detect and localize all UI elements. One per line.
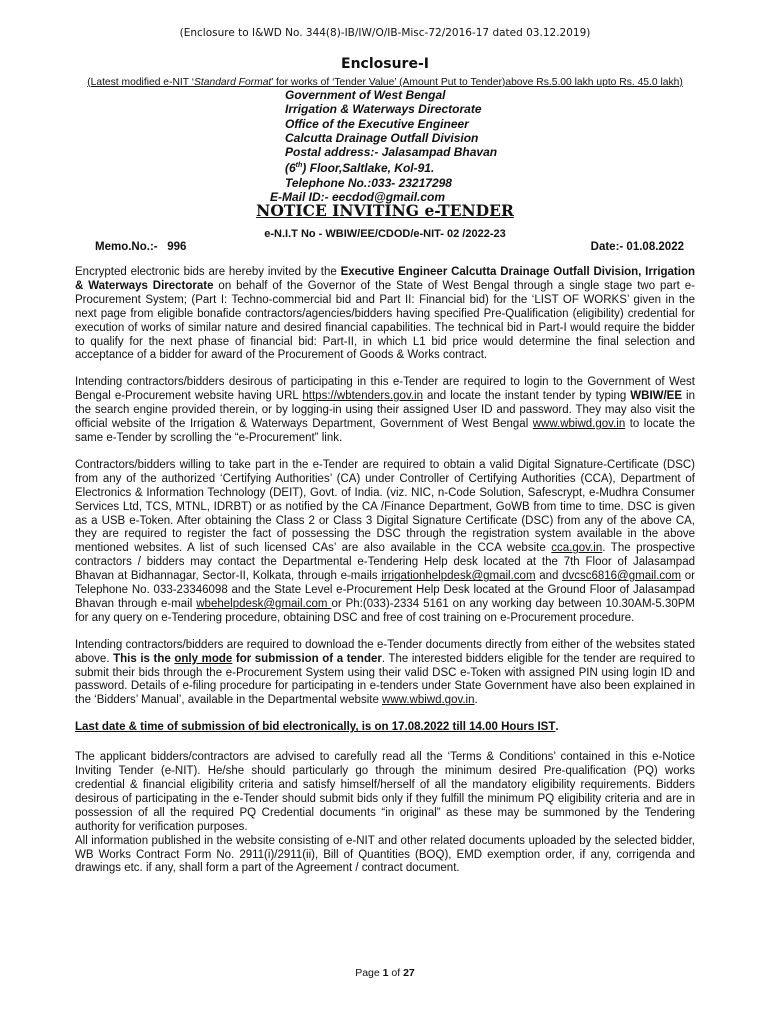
subtitle-italic: Standard Format (194, 77, 272, 88)
floor-sup: th (295, 162, 303, 170)
wbiwd-link-2[interactable]: www.wbiwd.gov.in (382, 694, 475, 707)
office-line-directorate: Irrigation & Waterways Directorate (285, 102, 482, 117)
para1-text-a: Encrypted electronic bids are hereby invited by the (75, 266, 341, 278)
para3-text-e: or Ph:(033)-2334 5161 on any working day between 10.30AM-5.30PM for any query on e-Tendering procedure, obtaining DSC and free of cost training on e-Procurement procedure. (75, 597, 696, 624)
nit-label: e-N.I.T No - (264, 228, 326, 240)
page-total: 27 (403, 967, 415, 979)
irrigation-helpdesk-email[interactable]: irrigationhelpdesk@gmail.com (381, 570, 536, 583)
page-footer (0, 967, 770, 979)
office-line-division: Calcutta Drainage Outfall Division (285, 130, 479, 145)
para4-text-a: Intending contractors/bidders are required to download the e-Tender documents directly from either of the websites stated above. (75, 638, 695, 665)
wbe-helpdesk-email[interactable]: wbehelpdesk@gmail.com (196, 597, 332, 610)
para2-text-c: in the search engine provided therein, or by logging-in using their assigned User ID and password. They may also visit the official website of the Irrigation & Waterways Department, Government of West Bengal (75, 390, 695, 431)
document-body (75, 266, 695, 876)
para1-issuer: Executive Engineer Calcutta Drainage Outfall Division, Irrigation & Waterways Directorate (75, 266, 696, 292)
para4-bold-1: This is the (113, 652, 175, 665)
paragraph-terms: The applicant bidders/contractors are advised to carefully read all the ‘Terms & Conditions’ contained in this e-Notice Inviting Tender (e-NIT). He/she should particularly go through the minimum desired Pre-qualification (PQ) works credential & financial eligibility criteria and satisfy himself/herself of all the mandatory eligibility requirements. Bidders desirous of participating in the e-Tender should submit bids only if they fulfill the minimum PQ eligibility criteria and are in possession of all the required PQ Credential documents “in original” as these may be summoned by the Tendering authority for verification purposes. (75, 751, 695, 833)
enclosure-subtitle (0, 77, 770, 88)
office-line-email: E-Mail ID:- eecdod@gmail.com (270, 190, 446, 205)
para3-text-b: . The prospective contractors / bidders may contact the Departmental e-Tendering Help desk located at the 7th Floor of Jalasampad Bhavan at Bidhannagar, Sector-II, Kolkata, through e-mails (75, 542, 695, 583)
para3-text-a: Contractors/bidders willing to take part in the e-Tender are required to obtain a valid Digital Signature-Certificate (DSC) from any of the authorized ‘Certifying Authorities’ (CA) under Controller of Certifying Authorities (CCA), Department of Electronics & Information Technology (DEIT), Govt. of India. (viz. NIC, n-Code Solution, Safescrypt, e-Mudhra Consumer Services Ltd, TCS, MTNL, IDRBT) or as notified by the CA /Finance Department, GoWB from time to time. DSC is given as a USB e-Token. After obtaining the Class 2 or Class 3 Digital Signature Certificate (DSC) from any of the above CA, they are required to register the fact of possessing the DSC through the registration system available in the above mentioned websites. A list of such licensed CAs’ are also available in the CCA website (75, 458, 695, 555)
paragraph-documents: All information published in the website consisting of e-NIT and other related documents uploaded by the selected bidder, WB Works Contract Form No. 2911(i)/2911(ii), Bill of Quantities (BOQ), EMD exemption order, if any, corrigenda and drawings etc. if any, shall form a part of the Agreement / contract document. (75, 834, 695, 875)
dvcsc-email[interactable]: dvcsc6816@gmail.com (562, 570, 682, 583)
paragraph-login (75, 376, 695, 446)
page-number: 1 (382, 967, 389, 979)
floor-pre: (6 (285, 161, 296, 176)
paragraph-download (75, 639, 695, 709)
office-line-floor (270, 159, 497, 175)
para2-text-a: Intending contractors/bidders desirous of participating in this e-Tender are required to login to the Government of West Bengal e-Procurement website having URL (75, 376, 695, 403)
cca-link[interactable]: cca.gov.in (551, 542, 603, 555)
last-date-dot: . (555, 721, 559, 734)
para3-text-d: or Telephone No. 033-23346098 and the State Level e-Procurement Help Desk located at the Ground Floor of Jalasampad Bhavan through e-mail (75, 570, 696, 610)
last-date-notice (75, 721, 695, 735)
memo-number: Memo.No.:- 996 (95, 241, 187, 253)
office-line-office: Office of the Executive Engineer (285, 116, 469, 131)
subtitle-part-b: ’ for works of ‘Tender Value’ (Amount Put to Tender)above Rs.5.00 lakh upto Rs. 45.0 lakh) (271, 77, 683, 88)
floor-post: ) Floor,Saltlake, Kol-91. (302, 161, 435, 176)
para4-text-d: . (474, 694, 478, 707)
subtitle-part-a: (Latest modified e-NIT ‘ (87, 77, 195, 88)
para4-only-mode: only mode (174, 652, 233, 665)
para2-text-d: to locate the same e-Tender by scrolling the “e-Procurement” link. (75, 418, 695, 444)
search-code: WBIW/EE (630, 390, 683, 403)
paragraph-dsc (75, 459, 695, 626)
para4-text-c: . The interested bidders eligible for the tender are required to submit their bids through the e-Procurement System using their valid DSC e-Token with assigned PIN using login ID and password. Details of e-filing procedure for participating in e-tenders under State Government have also been explained in the ‘Bidders’ Manual’, available in the Departmental website (75, 652, 695, 707)
page-of-label: of (388, 967, 404, 979)
enclosure-title: Enclosure-I (341, 56, 429, 72)
nit-number (0, 228, 770, 240)
nit-value: WBIW/EE/CDOD/e-NIT- 02 /2022-23 (325, 228, 506, 240)
paragraph-invitation (75, 266, 695, 363)
office-line-postal: Postal address:- Jalasampad Bhavan (285, 145, 498, 160)
notice-date: Date:- 01.08.2022 (590, 241, 684, 253)
wbtenders-link[interactable]: https://wbtenders.gov.in (302, 390, 423, 403)
office-address-block (270, 88, 497, 204)
para1-text-c: on behalf of the Governor of the State of West Bengal through a single stage two part e-Procurement System; (Part I: Techno-commercial bid and Part II: Financial bid) for the ‘LIST OF WORKS’ given in the next page from eligible bonafide contractors/agencies/bidders having specified Pre-Qualification (eligibility) credential for execution of works of similar nature and desired financial capabilities. The technical bid in Part-I would require the bidder to qualify for the next phase of financial bid: Part-II, in which L1 bid price would determine the final selection and acceptance of a bidder for award of the Procurement of Goods & Works contract. (75, 279, 695, 362)
page-label: Page (355, 967, 383, 979)
last-date-text: Last date & time of submission of bid electronically, is on 17.08.2022 till 14.00 Hours IST (75, 721, 556, 734)
wbiwd-link[interactable]: www.wbiwd.gov.in (532, 418, 626, 431)
office-line-government: Government of West Bengal (285, 88, 446, 102)
notice-title: NOTICE INVITING e-TENDER (256, 201, 514, 220)
para4-bold-3: for submission of a tender (232, 652, 382, 665)
office-line-phone: Telephone No.:033- 23217298 (285, 175, 452, 190)
enclosure-reference: (Enclosure to I&WD No. 344(8)-IB/IW/O/IB-Misc-72/2016-17 dated 03.12.2019) (179, 27, 591, 39)
para3-text-c: and (535, 570, 563, 583)
para2-text-b: and locate the instant tender by typing (423, 390, 631, 403)
